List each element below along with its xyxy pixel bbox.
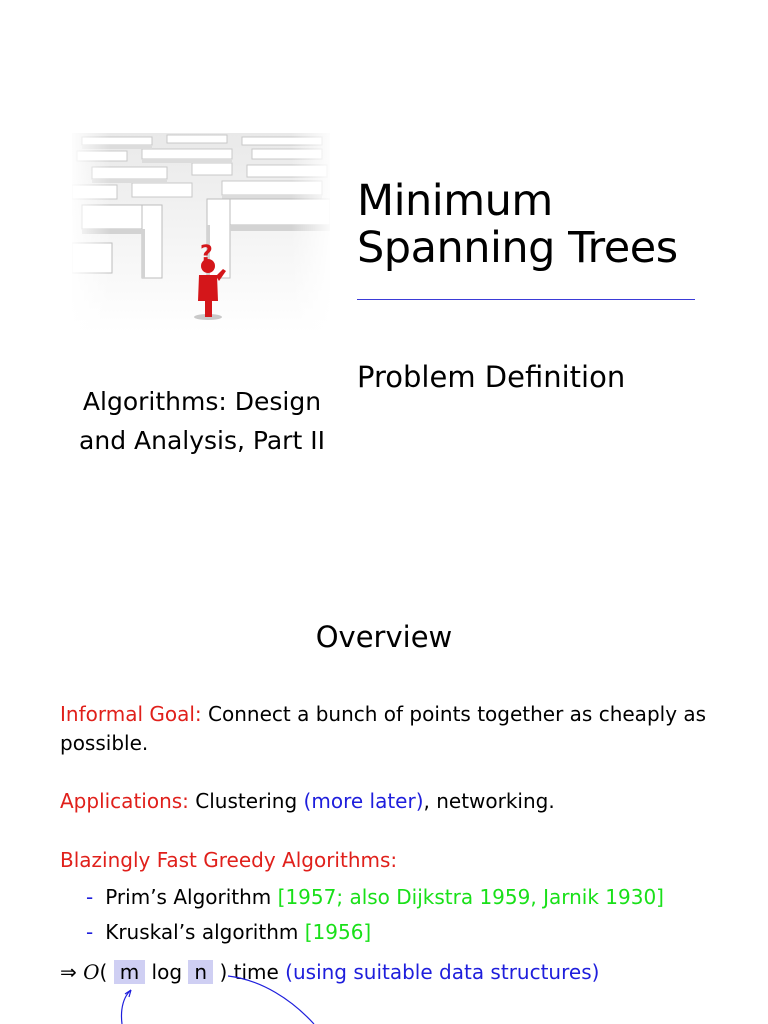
m-highlight: m [114,960,145,984]
applications-label: Applications: [60,789,189,813]
maze-illustration [72,133,330,333]
informal-goal-text-1: Connect a bunch of points together as cheaply as [208,702,707,726]
title-line-1: Minimum [357,176,553,226]
algorithms-heading: Blazingly Fast Greedy Algorithms: [60,848,398,872]
course-name [62,382,342,460]
applications-paragraph [60,787,555,816]
title-divider [357,299,695,300]
applications-text-2: , networking. [423,789,555,813]
list-item-kruskal [86,918,371,947]
course-line-1: Algorithms: Design [82,387,322,416]
list-item-prim [86,883,664,912]
annotation-arrows [0,960,768,1024]
title-line-2: Spanning Trees [357,223,678,273]
open-paren: ( [99,960,108,984]
close-paren: ) [219,960,228,984]
bullet-dash: - [86,920,94,944]
algorithm-name: Prim’s Algorithm [105,885,272,909]
slide-title [357,178,678,272]
applications-note: (more later) [303,789,424,813]
overview-heading: Overview [315,620,453,654]
course-line-2: and Analysis, Part II [79,426,325,455]
applications-text-1: Clustering [195,789,298,813]
time-text: time [233,960,279,984]
n-highlight: n [188,960,213,984]
informal-goal-paragraph [60,700,706,758]
algorithm-refs: [1956] [304,920,372,944]
informal-goal-text-2: possible. [60,731,149,755]
slide-subtitle: Problem Definition [357,360,626,394]
informal-goal-label: Informal Goal: [60,702,202,726]
implies-symbol: ⇒ [60,960,77,984]
big-o: O [83,960,100,984]
arrow-to-n [228,976,314,1024]
algorithm-refs: [1957; also Dijkstra 1959, Jarnik 1930] [277,885,664,909]
bullet-dash: - [86,885,94,909]
log-text: log [151,960,183,984]
complexity-note: (using suitable data structures) [285,960,600,984]
algorithm-name: Kruskal’s algorithm [105,920,299,944]
